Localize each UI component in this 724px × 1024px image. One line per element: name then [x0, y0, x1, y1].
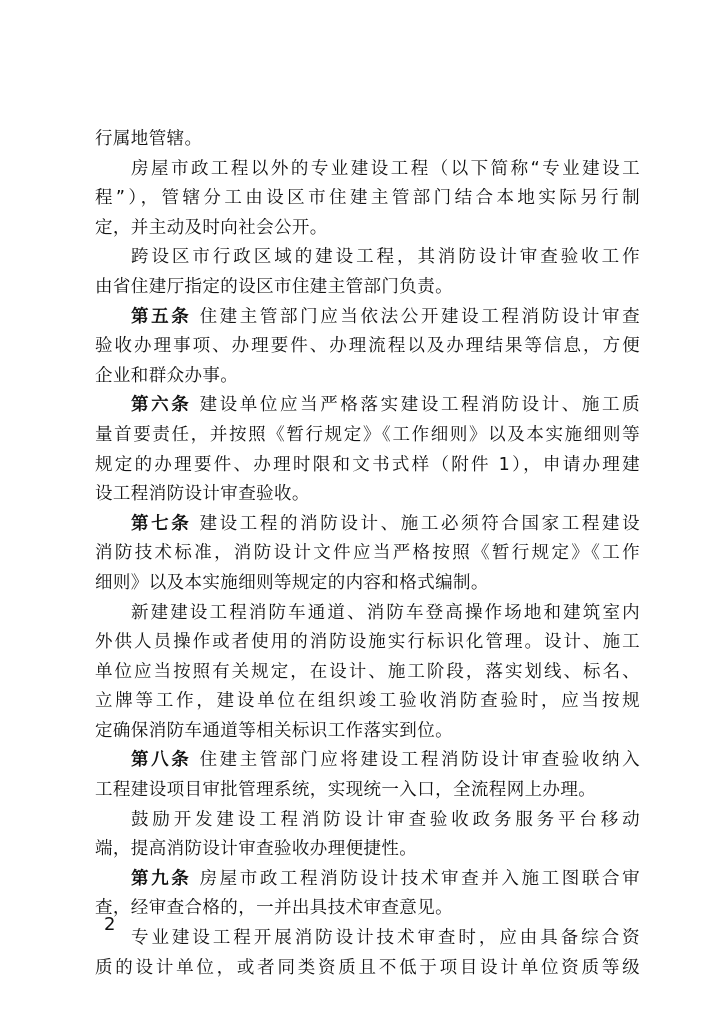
article-heading: 第八条	[131, 750, 192, 771]
text-line: 定，并主动及时向社会公开。	[95, 217, 328, 238]
text-line: 查，经审查合格的，一并出具技术审查意见。	[95, 898, 453, 919]
text-line: 由省住建厅指定的设区市住建主管部门负责。	[95, 276, 453, 297]
text-line: 质的设计单位，或者同类资质且不低于项目设计单位资质等级	[95, 957, 640, 978]
page-number: 2	[104, 914, 116, 935]
text-line: 规定的办理要件、办理时限和文书式样（附件 1），申请办理建	[95, 454, 640, 475]
text-line: 专业建设工程开展消防设计技术审查时，应由具备综合资	[131, 928, 640, 949]
text-line: 工程建设项目审批管理系统，实现统一入口，全流程网上办理。	[95, 780, 597, 801]
article-heading: 第九条	[131, 868, 192, 889]
text-line: 新建建设工程消防车通道、消防车登高操作场地和建筑室内	[131, 602, 640, 623]
article-text: 房屋市政工程消防设计技术审查并入施工图联合审	[199, 868, 640, 889]
text-line: 量首要责任，并按照《暂行规定》《工作细则》以及本实施细则等	[95, 424, 640, 445]
article-heading-line	[95, 510, 640, 540]
article-heading: 第七条	[131, 513, 192, 534]
article-text: 建设单位应当严格落实建设工程消防设计、施工质	[199, 395, 640, 416]
text-line: 定确保消防车通道等相关标识工作落实到位。	[95, 720, 453, 741]
text-line: 验收办理事项、办理要件、办理流程以及办理结果等信息，方便	[95, 336, 640, 357]
text-line: 程”），管辖分工由设区市住建主管部门结合本地实际另行制	[95, 188, 640, 209]
text-line: 企业和群众办事。	[95, 365, 239, 386]
article-text: 建设工程的消防设计、施工必须符合国家工程建设	[199, 513, 640, 534]
text-line: 设工程消防设计审查验收。	[95, 484, 310, 505]
text-line: 端，提高消防设计审查验收办理便捷性。	[95, 839, 418, 860]
article-heading-line	[95, 865, 640, 895]
text-line: 消防技术标准，消防设计文件应当严格按照《暂行规定》《工作	[95, 543, 640, 564]
article-heading: 第六条	[131, 395, 192, 416]
text-line: 跨设区市行政区域的建设工程，其消防设计审查验收工作	[131, 247, 640, 268]
text-line: 外供人员操作或者使用的消防设施实行标识化管理。设计、施工	[95, 632, 640, 653]
article-heading-line	[95, 746, 640, 776]
article-heading-line	[95, 391, 640, 421]
text-line: 行属地管辖。	[95, 129, 203, 149]
text-line: 鼓励开发建设工程消防设计审查验收政务服务平台移动	[131, 809, 640, 830]
text-line: 细则》以及本实施细则等规定的内容和格式编制。	[95, 572, 489, 593]
text-line: 房屋市政工程以外的专业建设工程（以下简称“专业建设工	[131, 158, 640, 179]
text-line: 单位应当按照有关规定，在设计、施工阶段，落实划线、标名、	[95, 661, 640, 682]
text-line: 立牌等工作，建设单位在组织竣工验收消防查验时，应当按规	[95, 691, 640, 712]
article-text: 住建主管部门应当依法公开建设工程消防设计审查	[199, 306, 640, 327]
article-heading: 第五条	[131, 306, 192, 327]
article-heading-line	[95, 303, 640, 333]
article-text: 住建主管部门应将建设工程消防设计审查验收纳入	[199, 750, 640, 771]
document-body	[95, 125, 640, 983]
